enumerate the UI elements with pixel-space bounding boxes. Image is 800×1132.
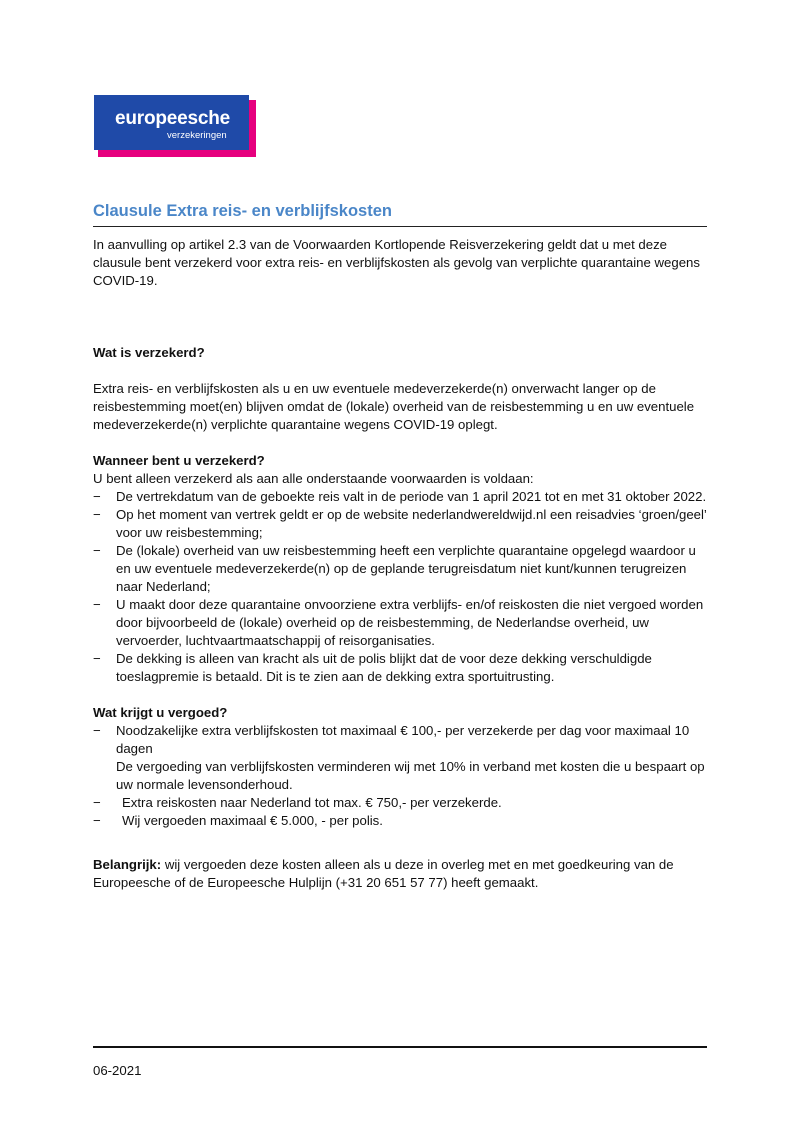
- list-item: − Extra reiskosten naar Nederland tot max. € 750,- per verzekerde.: [93, 795, 502, 810]
- list-item: − De vertrekdatum van de geboekte reis valt in de periode van 1 april 2021 tot en met 31 oktober 2022.: [93, 489, 707, 504]
- document-title: Clausule Extra reis- en verblijfskosten: [93, 202, 392, 220]
- company-logo: [94, 95, 256, 157]
- what-insured-text: Extra reis- en verblijfskosten als u en uw eventuele medeverzekerde(n) onverwacht langer op de reisbestemming moet(en) blijven omdat de (lokale) overheid van de reisbestemming u en uw eventuele medeverzekerde(n) verplichte quarantaine wegens COVID-19 oplegt.: [93, 381, 695, 432]
- logo-subtitle: verzekeringen: [167, 130, 227, 141]
- title-divider: [93, 226, 707, 227]
- logo-wordmark: europeesche: [115, 108, 231, 129]
- important-note: Belangrijk: wij vergoeden deze kosten alleen als u deze in overleg met en met goedkeuring van de Europeesche of de Europeesche Hulplijn (+31 20 651 57 77) heeft gemaakt.: [93, 857, 674, 890]
- coverage-note: De vergoeding van verblijfskosten verminderen wij met 10% in verband met kosten die u bespaart op uw normale levensonderhoud.: [116, 759, 705, 792]
- when-insured-lead: U bent alleen verzekerd als aan alle onderstaande voorwaarden is voldaan:: [93, 471, 534, 486]
- coverage-list-extra: [93, 794, 713, 830]
- list-item: − De dekking is alleen van kracht als uit de polis blijkt dat de voor deze dekking verschuldigde toeslagpremie is betaald. Dit is te zien aan de dekking extra sportuitrusting.: [93, 651, 652, 684]
- footer-date: 06-2021: [93, 1063, 142, 1078]
- list-item: − Wij vergoeden maximaal € 5.000, - per polis.: [93, 813, 383, 828]
- document-body: [93, 236, 713, 892]
- important-label: Belangrijk:: [93, 857, 162, 872]
- coverage-list: [93, 722, 713, 794]
- conditions-list: [93, 488, 713, 686]
- list-item: − Op het moment van vertrek geldt er op de website nederlandwereldwijd.nl een reisadvies ‘groen/geel’ voor uw reisbestemming;: [93, 507, 707, 540]
- heading-what-covered: Wat krijgt u vergoed?: [93, 705, 228, 720]
- heading-what-insured: Wat is verzekerd?: [93, 345, 205, 360]
- list-item: − Noodzakelijke extra verblijfskosten tot maximaal € 100,- per verzekerde per dag voor maximaal 10 dagen De vergoeding van verblijfskosten verminderen wij met 10% in verband met kosten die u bespaart op uw normale levensonderhoud.: [93, 723, 705, 792]
- intro-paragraph: In aanvulling op artikel 2.3 van de Voorwaarden Kortlopende Reisverzekering geldt dat u met deze clausule bent verzekerd voor extra reis- en verblijfskosten als gevolg van verplichte quarantaine wegens COVID-19.: [93, 237, 700, 288]
- footer-divider: [93, 1046, 707, 1048]
- heading-when-insured: Wanneer bent u verzekerd?: [93, 453, 265, 468]
- list-item: − U maakt door deze quarantaine onvoorziene extra verblijfs- en/of reiskosten die niet vergoed worden door bijvoorbeeld de (lokale) overheid op de reisbestemming, de Nederlandse overheid, uw vervoerder, luchtvaartmaatschappij of reisorganisaties.: [93, 597, 704, 648]
- list-item: − De (lokale) overheid van uw reisbestemming heeft een verplichte quarantaine opgelegd waardoor u en uw eventuele medeverzekerde(n) op de geplande terugreisdatum niet kunt/kunnen terugreizen naar Nederland;: [93, 543, 696, 594]
